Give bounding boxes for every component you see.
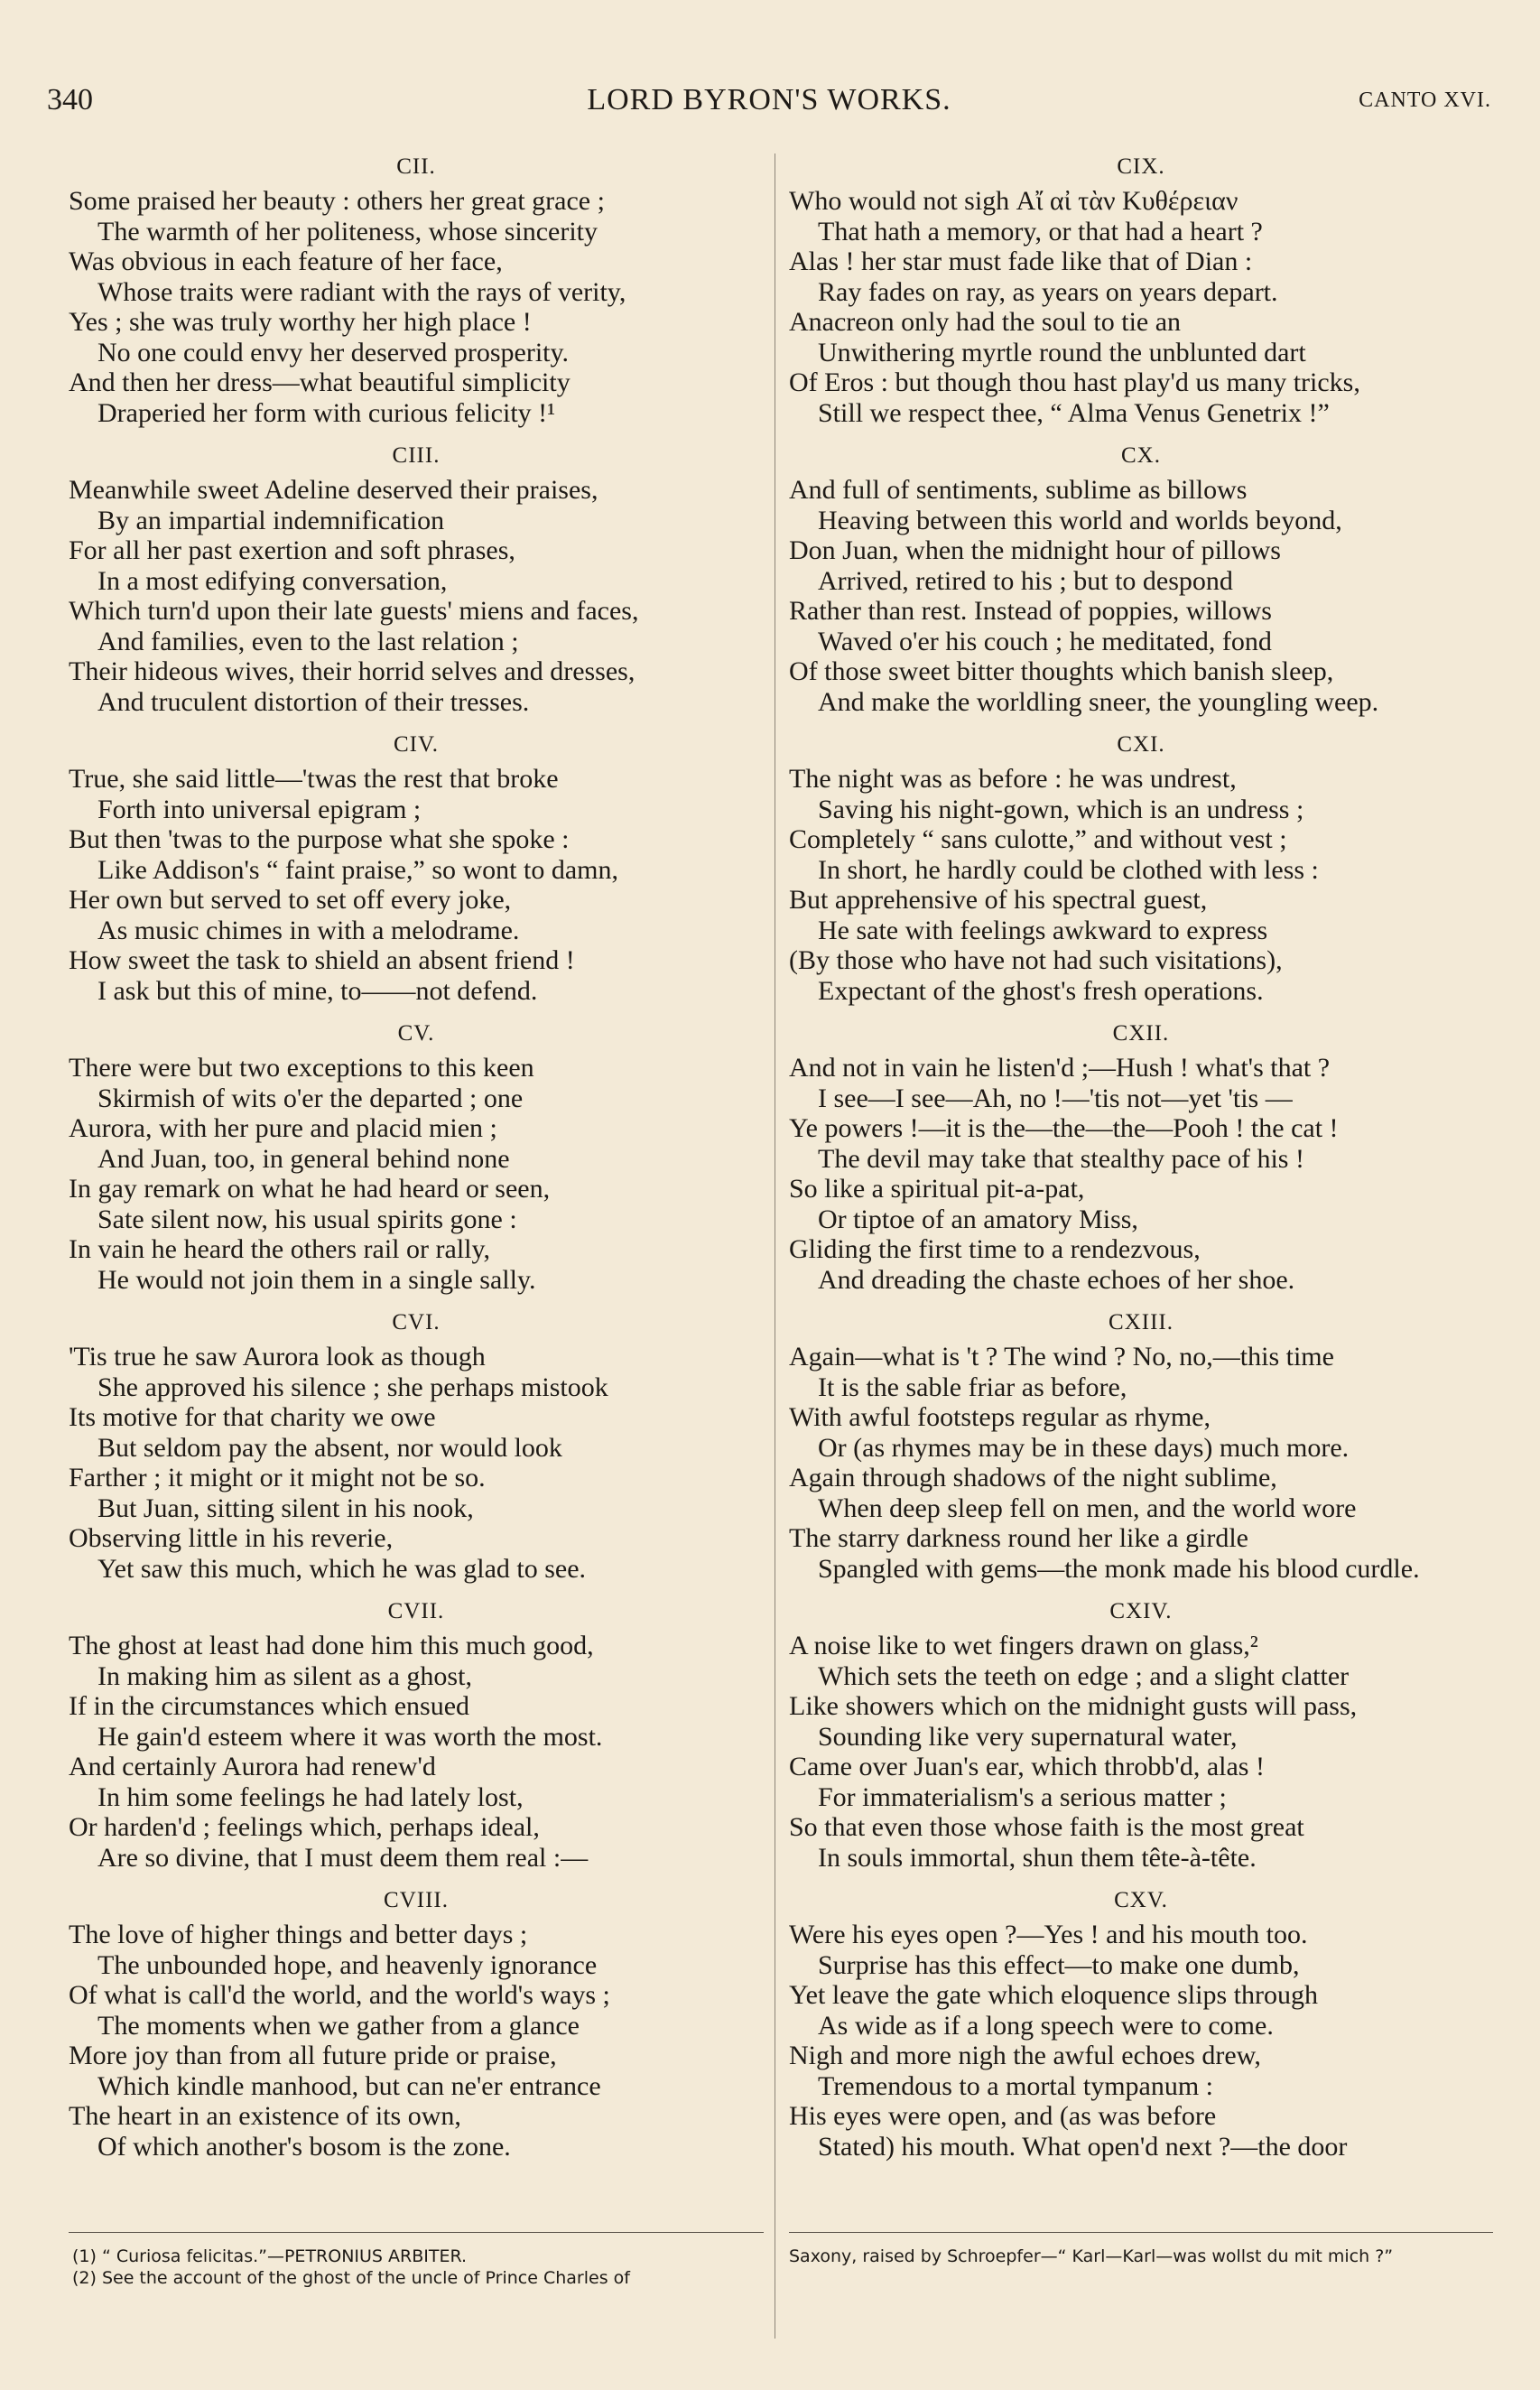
stanza xyxy=(69,1309,764,1584)
verse-line: Still we respect thee, “ Alma Venus Genetrix !” xyxy=(818,397,1330,428)
verse-line: The warmth of her politeness, whose sincerity xyxy=(97,216,598,246)
verse-line: Of what is call'd the world, and the world's ways ; xyxy=(69,1980,610,2010)
stanza-number: CXIII. xyxy=(1109,1310,1174,1334)
stanza xyxy=(69,1020,764,1295)
verse-line: Their hideous wives, their horrid selves and dresses, xyxy=(69,656,635,686)
verse-line: Of which another's bosom is the zone. xyxy=(97,2131,511,2162)
left-column xyxy=(69,153,764,2176)
verse-line: And dreading the chaste echoes of her shoe. xyxy=(818,1264,1295,1295)
verse-line: True, she said little—'twas the rest that broke xyxy=(69,764,559,794)
verse-line: In gay remark on what he had heard or seen, xyxy=(69,1174,551,1204)
stanza-number: CIII. xyxy=(392,443,441,468)
stanza xyxy=(69,1598,764,1873)
stanza-number: CVII. xyxy=(387,1599,445,1623)
verse-line: Some praised her beauty : others her great grace ; xyxy=(69,186,605,216)
stanza-number: CXII. xyxy=(1112,1021,1170,1046)
stanza-number: CXV. xyxy=(1114,1888,1168,1912)
verse-line: Saving his night-gown, which is an undress ; xyxy=(818,794,1304,824)
verse-line: Which sets the teeth on edge ; and a slight clatter xyxy=(818,1660,1350,1691)
verse-line: There were but two exceptions to this keen xyxy=(69,1053,534,1083)
stanza-number: CVI. xyxy=(392,1310,441,1334)
stanza xyxy=(789,1020,1493,1295)
verse-line: Unwithering myrtle round the unblunted dart xyxy=(818,337,1306,367)
verse-line: So that even those whose faith is the most great xyxy=(789,1812,1304,1842)
verse-line: Whose traits were radiant with the rays of verity, xyxy=(97,276,626,307)
stanza-number: CV. xyxy=(397,1021,435,1046)
verse-line: And families, even to the last relation ; xyxy=(97,626,519,656)
verse-line: Which turn'd upon their late guests' miens and faces, xyxy=(69,596,639,626)
verse-line: If in the circumstances which ensued xyxy=(69,1691,470,1721)
verse-line: Again—what is 't ? The wind ? No, no,—this time xyxy=(789,1342,1334,1372)
verse-line: How sweet the task to shield an absent friend ! xyxy=(69,945,575,975)
verse-line: In making him as silent as a ghost, xyxy=(97,1660,472,1691)
running-title: LORD BYRON'S WORKS. xyxy=(587,83,951,116)
verse-line: But apprehensive of his spectral guest, xyxy=(789,885,1208,915)
verse-line: Arrived, retired to his ; but to despond xyxy=(818,565,1233,596)
verse-line: Its motive for that charity we owe xyxy=(69,1402,436,1432)
verse-line: He would not join them in a single sally. xyxy=(97,1264,536,1295)
verse-line: The devil may take that stealthy pace of his ! xyxy=(818,1143,1304,1174)
stanza xyxy=(789,1598,1493,1873)
verse-line: Or tiptoe of an amatory Miss, xyxy=(818,1204,1138,1234)
verse-line: Yet leave the gate which eloquence slips through xyxy=(789,1980,1318,2010)
verse-line: Ye powers !—it is the—the—the—Pooh ! the cat ! xyxy=(789,1113,1339,1143)
verse-line: He sate with feelings awkward to express xyxy=(818,915,1268,945)
stanza xyxy=(69,1887,764,2162)
verse-line: Skirmish of wits o'er the departed ; one xyxy=(97,1083,524,1113)
verse-line: Of Eros : but though thou hast play'd us many tricks, xyxy=(789,367,1360,397)
verse-line: The night was as before : he was undrest, xyxy=(789,764,1237,794)
verse-line: Again through shadows of the night sublime, xyxy=(789,1463,1277,1493)
verse-line: His eyes were open, and (as was before xyxy=(789,2101,1217,2131)
verse-line: The love of higher things and better days ; xyxy=(69,1920,528,1949)
verse-line: (By those who have not had such visitations), xyxy=(789,945,1283,975)
stanza-number: CIX. xyxy=(1117,154,1165,179)
verse-line: Draperied her form with curious felicity !¹ xyxy=(97,397,556,428)
verse-line: Yes ; she was truly worthy her high place ! xyxy=(69,307,532,337)
verse-line: In vain he heard the others rail or rally, xyxy=(69,1234,491,1264)
verse-line: Gliding the first time to a rendezvous, xyxy=(789,1234,1201,1264)
stanza xyxy=(69,153,764,428)
verse-line: I ask but this of mine, to——not defend. xyxy=(97,975,538,1006)
verse-line: Came over Juan's ear, which throbb'd, alas ! xyxy=(789,1752,1265,1781)
verse-line: She approved his silence ; she perhaps mistook xyxy=(97,1372,608,1402)
verse-line: Spangled with gems—the monk made his blood curdle. xyxy=(818,1553,1420,1584)
footnotes-left xyxy=(72,2246,767,2289)
verse-line: Stated) his mouth. What open'd next ?—the door xyxy=(818,2131,1348,2162)
verse-line: The moments when we gather from a glance xyxy=(97,2010,580,2041)
verse-line: In him some feelings he had lately lost, xyxy=(97,1781,524,1812)
verse-line: But then 'twas to the purpose what she spoke : xyxy=(69,824,570,854)
verse-line: So like a spiritual pit-a-pat, xyxy=(789,1174,1085,1204)
verse-line: Or (as rhymes may be in these days) much more. xyxy=(818,1432,1350,1463)
verse-line: Are so divine, that I must deem them real :— xyxy=(97,1842,589,1873)
page-number: 340 xyxy=(47,83,93,116)
stanza xyxy=(789,442,1493,717)
stanza xyxy=(789,1309,1493,1584)
verse-line: For immaterialism's a serious matter ; xyxy=(818,1781,1227,1812)
verse-line: Aurora, with her pure and placid mien ; xyxy=(69,1113,497,1143)
footnote-1: (1) “ Curiosa felicitas.”—PETRONIUS ARBITER. xyxy=(72,2246,468,2266)
verse-line: When deep sleep fell on men, and the world wore xyxy=(818,1493,1357,1523)
stanza-number: CX. xyxy=(1121,443,1161,468)
verse-line: The heart in an existence of its own, xyxy=(69,2101,461,2131)
verse-line: Like Addison's “ faint praise,” so wont to damn, xyxy=(97,854,618,885)
verse-line: More joy than from all future pride or praise, xyxy=(69,2041,557,2070)
stanza xyxy=(69,442,764,717)
stanza-number: CII. xyxy=(396,154,436,179)
stanza-number: CIV. xyxy=(393,732,440,757)
verse-line: The ghost at least had done him this much good, xyxy=(69,1631,594,1660)
stanza xyxy=(789,731,1493,1006)
verse-line: I see—I see—Ah, no !—'tis not—yet 'tis — xyxy=(818,1083,1293,1113)
verse-line: The starry darkness round her like a girdle xyxy=(789,1523,1248,1553)
verse-line: Rather than rest. Instead of poppies, willows xyxy=(789,596,1272,626)
verse-line: A noise like to wet fingers drawn on glass,² xyxy=(789,1631,1258,1660)
stanza xyxy=(69,731,764,1006)
verse-line: He gain'd esteem where it was worth the most. xyxy=(97,1721,603,1752)
verse-line: Who would not sigh Αἴ αἰ τὰν Κυθέρειαν xyxy=(789,186,1238,216)
verse-line: Don Juan, when the midnight hour of pillows xyxy=(789,535,1281,565)
verse-line: Yet saw this much, which he was glad to see. xyxy=(97,1553,587,1584)
verse-line: As music chimes in with a melodrame. xyxy=(97,915,520,945)
verse-line: It is the sable friar as before, xyxy=(818,1372,1127,1402)
verse-line: Sate silent now, his usual spirits gone : xyxy=(97,1204,517,1234)
verse-line: The unbounded hope, and heavenly ignorance xyxy=(97,1949,598,1980)
verse-line: Sounding like very supernatural water, xyxy=(818,1721,1238,1752)
verse-line: Ray fades on ray, as years on years depart. xyxy=(818,276,1278,307)
verse-line: Which kindle manhood, but can ne'er entrance xyxy=(97,2070,601,2101)
stanza-number: CXI. xyxy=(1117,732,1165,757)
verse-line: For all her past exertion and soft phrases, xyxy=(69,535,515,565)
verse-line: Or harden'd ; feelings which, perhaps ideal, xyxy=(69,1812,540,1842)
verse-line: Her own but served to set off every joke, xyxy=(69,885,512,915)
verse-line: And not in vain he listen'd ;—Hush ! what's that ? xyxy=(789,1053,1331,1083)
footnote-rule-right xyxy=(789,2232,1493,2233)
verse-line: Completely “ sans culotte,” and without vest ; xyxy=(789,824,1287,854)
verse-line: Waved o'er his couch ; he meditated, fond xyxy=(818,626,1272,656)
verse-line: Were his eyes open ?—Yes ! and his mouth too. xyxy=(789,1920,1308,1949)
verse-line: In a most edifying conversation, xyxy=(97,565,448,596)
footnote-continuation: Saxony, raised by Schroepfer—“ Karl—Karl—was wollst du mit mich ?” xyxy=(789,2246,1394,2266)
verse-line: With awful footsteps regular as rhyme, xyxy=(789,1402,1211,1432)
verse-line: Observing little in his reverie, xyxy=(69,1523,394,1553)
verse-line: 'Tis true he saw Aurora look as though xyxy=(69,1342,486,1372)
verse-line: That hath a memory, or that had a heart ? xyxy=(818,216,1263,246)
footnote-rule-left xyxy=(69,2232,764,2233)
stanza-number: CVIII. xyxy=(384,1888,449,1912)
verse-line: Expectant of the ghost's fresh operations. xyxy=(818,975,1264,1006)
right-column xyxy=(789,153,1493,2176)
verse-line: Was obvious in each feature of her face, xyxy=(69,246,503,276)
verse-line: Surprise has this effect—to make one dumb, xyxy=(818,1949,1300,1980)
verse-line: And certainly Aurora had renew'd xyxy=(69,1752,436,1781)
verse-line: But Juan, sitting silent in his nook, xyxy=(97,1493,474,1523)
verse-line: And make the worldling sneer, the youngling weep. xyxy=(818,686,1379,717)
verse-line: Heaving between this world and worlds beyond, xyxy=(818,505,1342,535)
verse-line: But seldom pay the absent, nor would look xyxy=(97,1432,562,1463)
verse-line: Of those sweet bitter thoughts which banish sleep, xyxy=(789,656,1334,686)
verse-line: Like showers which on the midnight gusts will pass, xyxy=(789,1691,1358,1721)
verse-line: Farther ; it might or it might not be so. xyxy=(69,1463,486,1493)
stanza xyxy=(789,153,1493,428)
verse-line: And then her dress—what beautiful simplicity xyxy=(69,367,571,397)
stanza-number: CXIV. xyxy=(1109,1599,1173,1623)
verse-line: As wide as if a long speech were to come. xyxy=(818,2010,1274,2041)
canto-label: CANTO XVI. xyxy=(1359,88,1491,112)
verse-line: And full of sentiments, sublime as billows xyxy=(789,475,1248,505)
verse-line: No one could envy her deserved prosperity. xyxy=(97,337,570,367)
verse-line: And Juan, too, in general behind none xyxy=(97,1143,510,1174)
stanza xyxy=(789,1887,1493,2162)
verse-line: Anacreon only had the soul to tie an xyxy=(789,307,1182,337)
verse-line: Nigh and more nigh the awful echoes drew, xyxy=(789,2041,1261,2070)
verse-line: In souls immortal, shun them tête-à-tête. xyxy=(818,1842,1257,1873)
verse-line: And truculent distortion of their tresses. xyxy=(97,686,530,717)
page-header xyxy=(47,83,1491,128)
verse-line: Alas ! her star must fade like that of Dian : xyxy=(789,246,1253,276)
footnote-2: (2) See the account of the ghost of the uncle of Prince Charles of xyxy=(72,2268,630,2288)
verse-line: By an impartial indemnification xyxy=(97,505,445,535)
verse-line: Tremendous to a mortal tympanum : xyxy=(818,2070,1214,2101)
verse-line: Forth into universal epigram ; xyxy=(97,794,422,824)
verse-line: Meanwhile sweet Adeline deserved their praises, xyxy=(69,475,598,505)
verse-line: In short, he hardly could be clothed with less : xyxy=(818,854,1319,885)
